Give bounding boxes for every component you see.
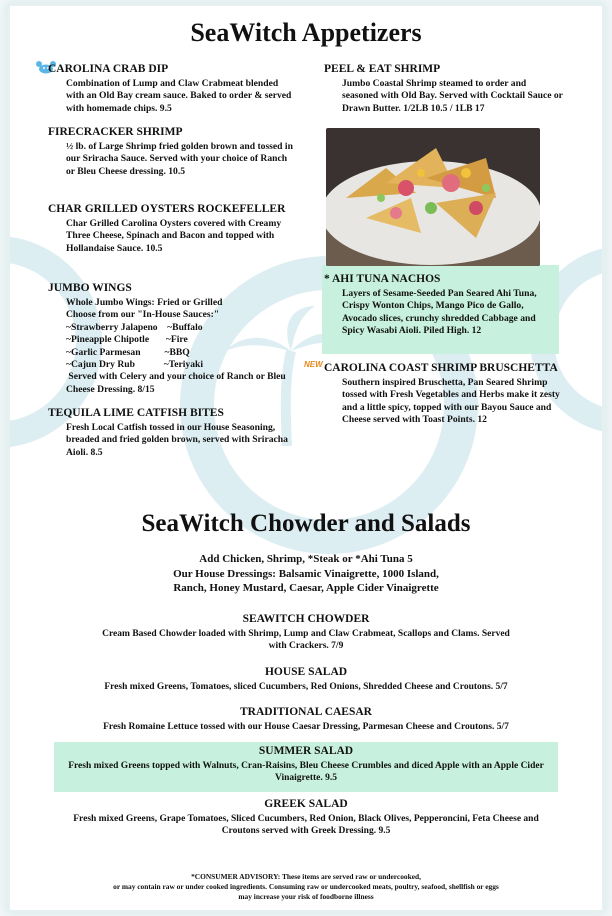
section-desc: Fresh mixed Greens, Tomatoes, sliced Cucumbers, Red Onions, Shredded Cheese and Croutons. 5/7 [104, 682, 508, 692]
menu-item [48, 406, 298, 459]
item-name: * AHI TUNA NACHOS [324, 273, 441, 285]
section-desc: Fresh mixed Greens, Grape Tomatoes, Sliced Cucumbers, Red Onion, Black Olives, Pepperoncini, Feta Cheese and Croutons served with Greek Dressing. 9.5 [73, 814, 539, 836]
item-desc: Southern inspired Bruschetta, Pan Seared Shrimp tossed with Fresh Vegetables and Herbs make it zesty and a little spicy, topped with our Bayou Sauce and Cheese served with Toast Points. 12 [342, 377, 560, 426]
intro-line: Add Chicken, Shrimp, *Steak or *Ahi Tuna 5 [199, 553, 413, 565]
item-desc: Char Grilled Carolina Oysters covered with Creamy Three Cheese, Spinach and Bacon and topped with Hollandaise Sauce. 10.5 [66, 218, 282, 254]
menu-item [324, 361, 564, 427]
item-name: TEQUILA LIME CATFISH BITES [48, 407, 224, 419]
item-name: PEEL & EAT SHRIMP [324, 63, 441, 75]
section-name: SEAWITCH CHOWDER [242, 613, 370, 625]
menu-item [324, 62, 564, 115]
menu-section [10, 665, 602, 693]
item-desc: Whole Jumbo Wings: Fried or Grilled Choose from our "In-House Sauces:" ~Strawberry Jalapeno ~Buffalo ~Pineapple Chipotle ~Fire ~Garlic Parmesan ~BBQ ~Cajun Dry Rub ~Teriyaki Served with Celery and your choice of Ranch or Bleu Cheese Dressing. 8/15 [66, 297, 286, 395]
menu-item [48, 62, 298, 115]
item-name: CAROLINA COAST SHRIMP BRUSCHETTA [324, 362, 558, 374]
item-desc: ½ lb. of Large Shrimp fried golden brown and tossed in our Sriracha Sauce. Served with your choice of Ranch or Bleu Cheese dressing. 10.5 [66, 141, 293, 177]
section-name: GREEK SALAD [264, 798, 348, 810]
advisory-line: *CONSUMER ADVISORY: These items are served raw or undercooked, [191, 872, 421, 881]
item-desc: Combination of Lump and Claw Crabmeat blended with an Old Bay cream sauce. Baked to order & served with homemade chips. 9.5 [66, 78, 292, 114]
chowder-salads-title: SeaWitch Chowder and Salads [141, 510, 471, 537]
add-ons-and-dressings [10, 552, 602, 596]
menu-item [324, 272, 560, 338]
menu-item [48, 125, 298, 178]
consumer-advisory [10, 872, 602, 902]
menu-item [48, 281, 302, 396]
section-desc: Fresh Romaine Lettuce tossed with our House Caesar Dressing, Parmesan Cheese and Croutons. 5/7 [103, 722, 509, 732]
menu-section [10, 705, 602, 733]
menu-section [10, 744, 602, 784]
section-name: HOUSE SALAD [264, 666, 348, 678]
item-name: CAROLINA CRAB DIP [48, 63, 169, 75]
menu-item [48, 202, 288, 255]
menu-page [10, 6, 602, 910]
advisory-line: or may contain raw or under cooked ingredients. Consuming raw or undercooked meats, poultry, seafood, shellfish or eggs [113, 882, 499, 891]
item-name: JUMBO WINGS [48, 282, 132, 294]
item-desc: Layers of Sesame-Seeded Pan Seared Ahi Tuna, Crispy Wonton Chips, Mango Pico de Gallo, Avocado slices, crunchy shredded Cabbage and Spicy Wasabi Aioli. Piled High. 12 [342, 288, 537, 337]
section-name: TRADITIONAL CAESAR [240, 706, 372, 718]
section-name: SUMMER SALAD [258, 745, 354, 757]
menu-section [10, 612, 602, 652]
item-desc: Jumbo Coastal Shrimp steamed to order and seasoned with Old Bay. Served with Cocktail Sauce or Drawn Butter. 1/2LB 10.5 / 1LB 17 [342, 78, 563, 114]
item-desc: Fresh Local Catfish tossed in our House Seasoning, breaded and fried golden brown, served with Sriracha Aioli. 8.5 [66, 422, 288, 458]
advisory-line: may increase your risk of foodborne illness [238, 892, 374, 901]
intro-line: Our House Dressings: Balsamic Vinaigrette, 1000 Island, [173, 567, 439, 580]
appetizers-title: SeaWitch Appetizers [190, 18, 422, 47]
section-desc: Cream Based Chowder loaded with Shrimp, Lump and Claw Crabmeat, Scallops and Clams. Served with Crackers. 7/9 [102, 629, 510, 651]
item-name: CHAR GRILLED OYSTERS ROCKEFELLER [48, 203, 286, 215]
menu-section [10, 797, 602, 837]
intro-line: Ranch, Honey Mustard, Caesar, Apple Cider Vinaigrette [173, 582, 439, 594]
section-desc: Fresh mixed Greens topped with Walnuts, Cran-Raisins, Bleu Cheese Crumbles and diced Apple with an Apple Cider Vinaigrette. 9.5 [68, 761, 544, 783]
ahi-tuna-nachos-photo [326, 128, 540, 266]
new-badge: NEW [304, 360, 323, 369]
item-name: FIRECRACKER SHRIMP [48, 126, 183, 138]
